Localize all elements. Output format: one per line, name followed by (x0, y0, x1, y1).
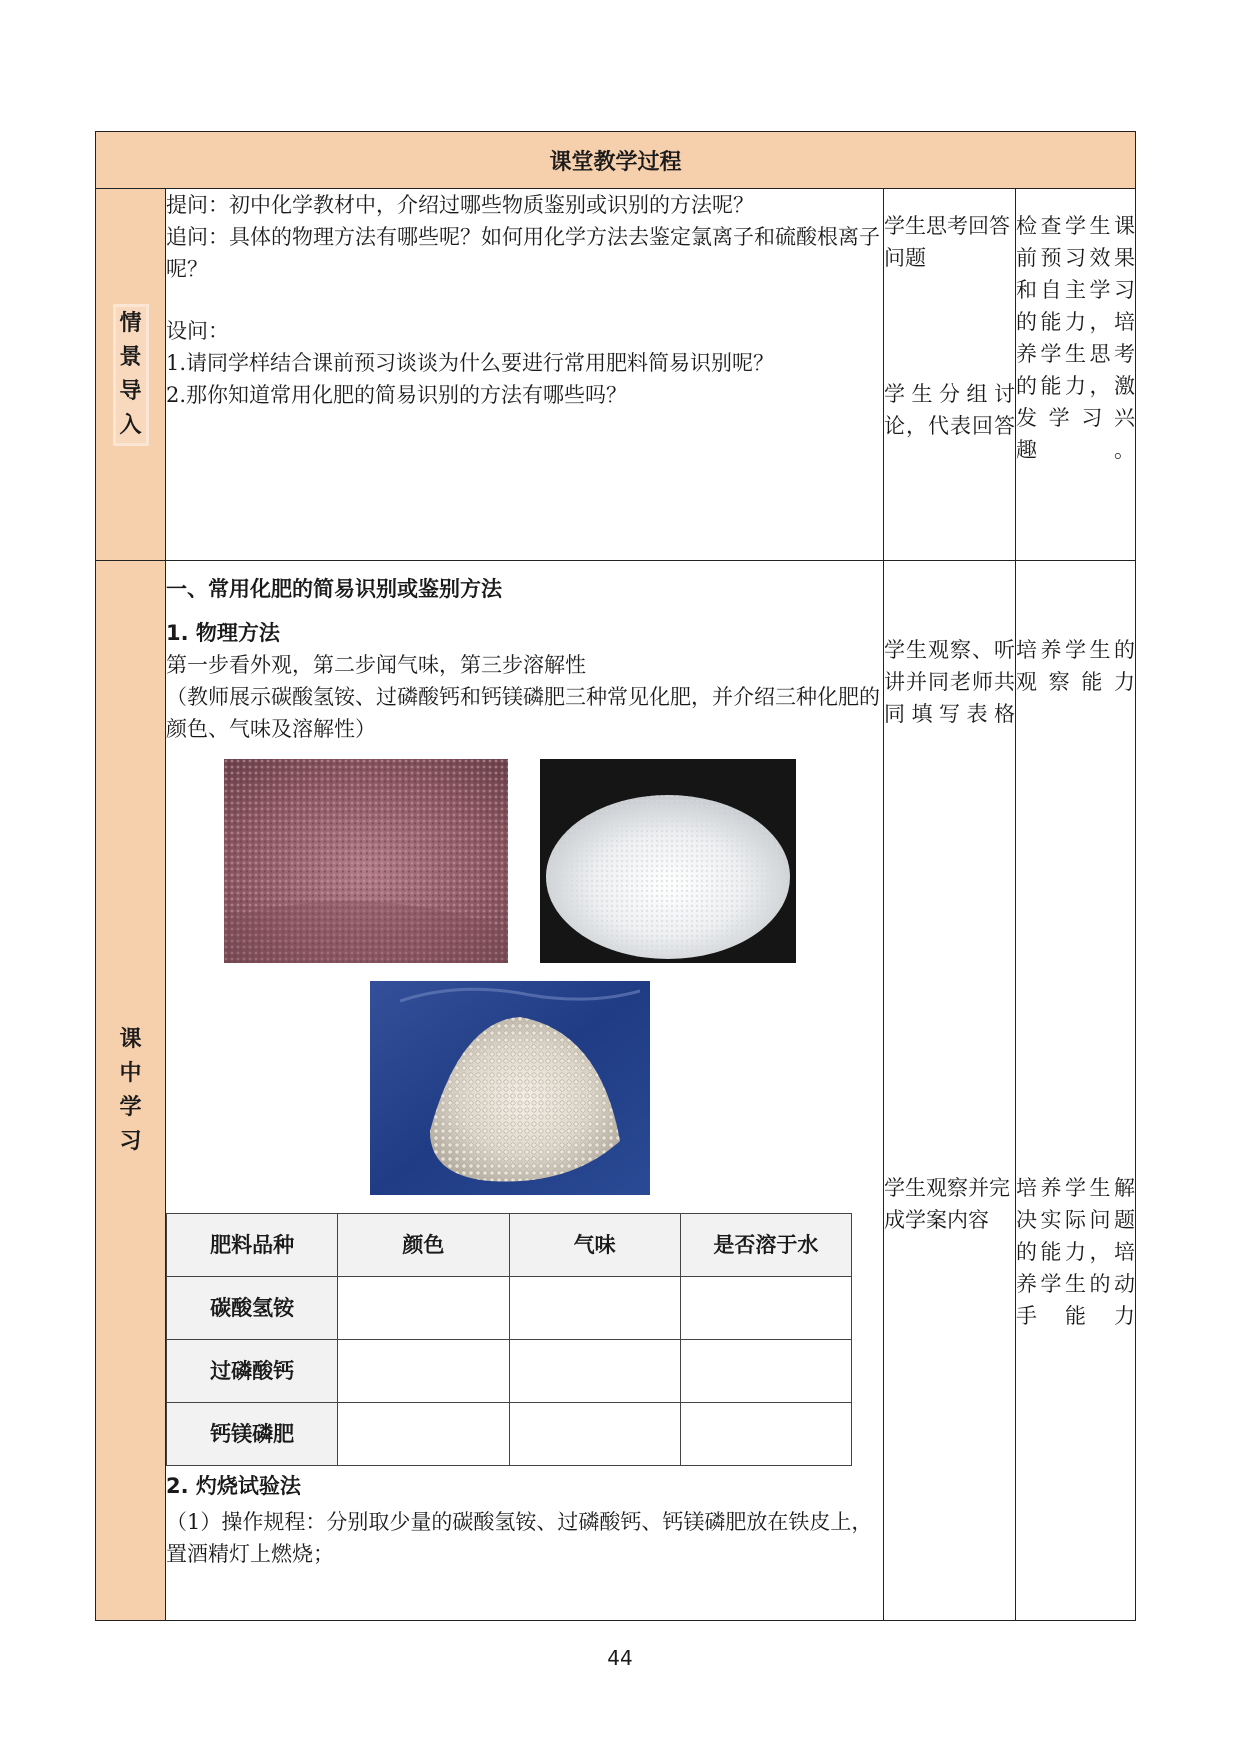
table-header-type: 肥料品种 (167, 1214, 338, 1277)
learning-content (166, 561, 884, 1621)
blank-cell[interactable] (680, 1277, 851, 1340)
table-row (167, 1277, 852, 1340)
burning-method-step-1: （1）操作规程：分别取少量的碳酸氢铵、过磷酸钙、钙镁磷肥放在铁皮上，置酒精灯上燃烧； (166, 1510, 873, 1566)
physical-method-title: 1. 物理方法 (166, 621, 280, 645)
intro-content (166, 189, 884, 561)
design-purpose-cell (1016, 561, 1136, 1621)
blank-cell[interactable] (338, 1277, 509, 1340)
page-number: 44 (607, 1646, 633, 1670)
blank-cell[interactable] (338, 1340, 509, 1403)
fertilizer-photo-white (540, 759, 796, 963)
table-row (167, 1403, 852, 1466)
blank-cell[interactable] (509, 1340, 680, 1403)
section-label-intro: 情景导入 (116, 307, 146, 443)
blank-cell[interactable] (509, 1277, 680, 1340)
table-header-color: 颜色 (338, 1214, 509, 1277)
fertilizer-photo-gray (370, 981, 650, 1195)
student-activity-complete: 学生观察并完成学案内容 (884, 1176, 1010, 1232)
section-label-learning: 课中学习 (119, 1026, 142, 1154)
row-label-ammonium-bicarbonate: 碳酸氢铵 (167, 1277, 338, 1340)
section-label-cell (96, 561, 166, 1621)
student-activity-cell (884, 189, 1016, 561)
fertilizer-photos (166, 753, 883, 1203)
blank-cell[interactable] (509, 1403, 680, 1466)
section-label-cell (96, 189, 166, 561)
intro-question-1: 提问：初中化学教材中，介绍过哪些物质鉴别或识别的方法呢？ (166, 193, 754, 217)
student-activity-2: 学生分组讨论，代表回答 (884, 382, 1015, 438)
intro-question-2: 追问：具体的物理方法有哪些呢？如何用化学方法去鉴定氯离子和硫酸根离子呢？ (166, 225, 880, 281)
design-purpose-solve: 培养学生解决实际问题的能力，培养学生的动手能力 (1016, 1176, 1136, 1328)
intro-setup: 设问： (166, 319, 229, 343)
student-activity-observe: 学生观察、听讲并同老师共同填写表格 (884, 638, 1015, 726)
method-heading: 一、常用化肥的简易识别或鉴别方法 (166, 577, 502, 601)
table-header-solubility: 是否溶于水 (680, 1214, 851, 1277)
lesson-plan-table (95, 131, 1136, 1621)
design-purpose: 检查学生课前预习效果和自主学习的能力，培养学生思考的能力，激发学习兴趣。 (1016, 214, 1136, 462)
fertilizer-properties-table (166, 1213, 852, 1466)
student-activity-1: 学生思考回答问题 (884, 214, 1010, 270)
intro-setup-2: 2.那你知道常用化肥的简易识别的方法有哪些吗？ (166, 383, 628, 407)
intro-setup-1: 1.请同学样结合课前预习谈谈为什么要进行常用肥料简易识别呢？ (166, 351, 775, 375)
blank-cell[interactable] (680, 1403, 851, 1466)
row-label-calcium-magnesium-phosphate: 钙镁磷肥 (167, 1403, 338, 1466)
student-activity-cell (884, 561, 1016, 1621)
table-title: 课堂教学过程 (96, 132, 1136, 189)
blank-cell[interactable] (338, 1403, 509, 1466)
fertilizer-photo-red (224, 759, 508, 963)
row-label-superphosphate: 过磷酸钙 (167, 1340, 338, 1403)
physical-method-steps: 第一步看外观，第二步闻气味，第三步溶解性 (166, 653, 586, 677)
table-row (167, 1340, 852, 1403)
blank-cell[interactable] (680, 1340, 851, 1403)
design-purpose-observe: 培养学生的观察能力 (1016, 638, 1136, 694)
table-header-smell: 气味 (509, 1214, 680, 1277)
design-purpose-cell (1016, 189, 1136, 561)
physical-method-note: （教师展示碳酸氢铵、过磷酸钙和钙镁磷肥三种常见化肥，并介绍三种化肥的颜色、气味及溶解性） (166, 685, 880, 741)
burning-method-title: 2. 灼烧试验法 (166, 1474, 301, 1498)
